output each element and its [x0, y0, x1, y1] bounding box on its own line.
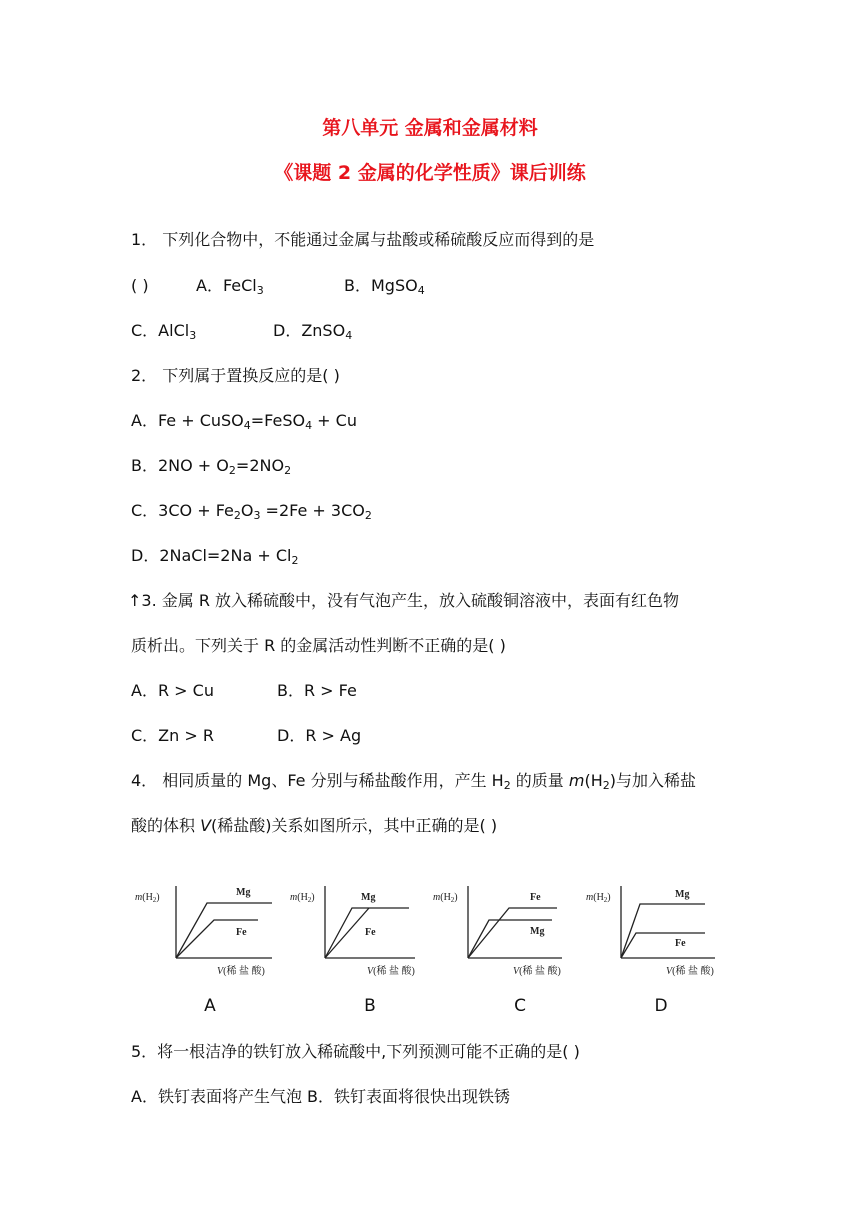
upper-line [176, 903, 272, 958]
x-axis-label: V(稀 盐 酸) [513, 966, 561, 977]
q1-stem: 1． 下列化合物中，不能通过金属与盐酸或稀硫酸反应而得到的是 [131, 230, 595, 249]
lower-label: Fe [365, 927, 376, 938]
q3-stem-line1: ↑3. 金属 R 放入稀硫酸中，没有气泡产生，放入硫酸铜溶液中，表面有红色物 [128, 591, 680, 610]
upper-label: Mg [675, 889, 690, 900]
q3-option-d: D．R > Ag [277, 726, 362, 745]
lower-label: Fe [675, 938, 686, 949]
q2-option-c: C．$3CO + Fe_2O_3 =2Fe + 3CO_2$ [131, 501, 372, 522]
upper-label: Fe [530, 892, 541, 903]
graph-c-caption: C [514, 996, 526, 1016]
upper-label: Mg [236, 887, 251, 898]
q2-option-a: A．Fe + CuSO$_4$=FeSO$_4$ + Cu [131, 411, 357, 432]
q1-option-a: A．FeCl$_3$ [196, 276, 264, 297]
q3-option-a: A．R > Cu [131, 681, 214, 700]
graph-d [583, 872, 768, 982]
q2-option-b: B．$2NO + O_2=2NO_2$ [131, 456, 292, 477]
q5-options-ab: A．铁钉表面将产生气泡 B．铁钉表面将很快出现铁锈 [131, 1087, 511, 1106]
lower-line [621, 933, 705, 958]
x-axis-label: V(稀 盐 酸) [666, 966, 714, 977]
y-axis-label: $m(H_2)$ [433, 892, 458, 904]
unit-title: 第八单元 金属和金属材料 [322, 117, 538, 139]
graph-a-caption: A [204, 996, 216, 1016]
q4-stem-line1: 4． 相同质量的 Mg、Fe 分别与稀盐酸作用，产生 $H_2$ 的质量 $m(H_2)$与加入稀盐 [131, 771, 697, 792]
q1-option-c: C．AlCl$_3$ [131, 321, 197, 342]
lower-label: Fe [236, 927, 247, 938]
upper-label: Mg [361, 892, 376, 903]
q1-option-d: D．ZnSO$_4$ [273, 321, 353, 342]
y-axis-label: $m(H_2)$ [135, 892, 160, 904]
lower-label: Mg [530, 926, 545, 937]
x-axis-label: V(稀 盐 酸) [217, 966, 265, 977]
q3-stem-line2: 质析出。下列关于 R 的金属活动性判断不正确的是( ) [131, 636, 506, 655]
q1-paren: ( ) [131, 276, 149, 295]
q3-option-c: C．Zn > R [131, 726, 214, 745]
lesson-title: 《课题 2 金属的化学性质》课后训练 [274, 162, 586, 184]
q5-stem: 5．将一根洁净的铁钉放入稀硫酸中,下列预测可能不正确的是( ) [131, 1042, 580, 1061]
q2-stem: 2． 下列属于置换反应的是( ) [131, 366, 340, 385]
y-axis-label: $m(H_2)$ [586, 892, 611, 904]
y-axis-label: $m(H_2)$ [290, 892, 315, 904]
lower-line [176, 920, 258, 958]
q4-stem-line2: 酸的体积 V(稀盐酸)关系如图所示，其中正确的是( ) [131, 816, 498, 835]
q3-option-b: B．R > Fe [277, 681, 357, 700]
q2-option-d: D．2NaCl=2Na + $Cl_2$ [131, 546, 299, 567]
x-axis-label: V(稀 盐 酸) [367, 966, 415, 977]
lower-line [325, 908, 369, 958]
graph-b-caption: B [364, 996, 376, 1016]
graph-d-caption: D [654, 996, 668, 1016]
upper-line [621, 904, 705, 958]
q1-option-b: B．MgSO$_4$ [344, 276, 425, 297]
